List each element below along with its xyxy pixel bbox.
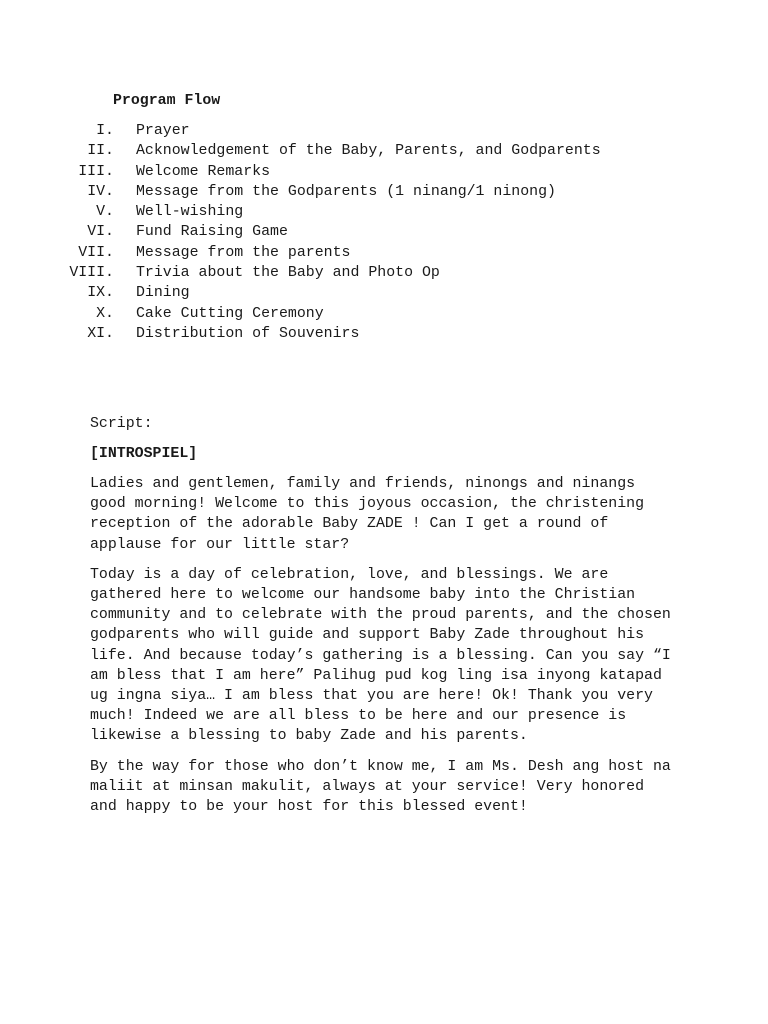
program-item-text: Cake Cutting Ceremony bbox=[136, 305, 324, 322]
program-item-text: Acknowledgement of the Baby, Parents, and Godparents bbox=[136, 143, 601, 160]
program-item-number: I. bbox=[96, 123, 114, 139]
script-label: Script: bbox=[90, 416, 153, 432]
program-item-text: Message from the Godparents (1 ninang/1 ninong) bbox=[136, 183, 556, 200]
script-section bbox=[90, 414, 690, 827]
program-item-number: III. bbox=[78, 163, 114, 180]
program-item-number: X. bbox=[96, 305, 114, 322]
program-item-number: V. bbox=[96, 204, 114, 221]
program-item-text: Prayer bbox=[136, 123, 190, 139]
script-paragraph: Today is a day of celebration, love, and blessings. We are gathered here to welcome our handsome baby into the Christian community and to celebrate with the proud parents, and the chosen godparents who will guide and support Baby Zade throughout his life. And because today’s gathering is a blessing. Can you say “I am bless that I am here” Palihug pud kog ling isa inyong katapad ug ingna siya… I am bless that you are here! Ok! Thank you very much! Indeed we are all bless to be here and our presence is likewise a blessing to baby Zade and his parents. bbox=[90, 566, 671, 745]
program-item-text: Trivia about the Baby and Photo Op bbox=[136, 265, 440, 282]
program-item-number: VII. bbox=[78, 244, 114, 261]
script-paragraph: By the way for those who don’t know me, I am Ms. Desh ang host na maliit at minsan makulit, always at your service! Very honored and happy to be your host for this blessed event! bbox=[90, 758, 671, 816]
program-item-number: VI. bbox=[87, 224, 114, 241]
program-item-number: II. bbox=[87, 143, 114, 160]
script-paragraph: Ladies and gentlemen, family and friends, ninongs and ninangs good morning! Welcome to this joyous occasion, the christening reception of the adorable Baby ZADE ! Can I get a round of applause for our little star? bbox=[90, 476, 645, 553]
program-item-number: IX. bbox=[87, 285, 114, 302]
program-item-text: Well-wishing bbox=[136, 204, 244, 221]
program-item-text: Distribution of Souvenirs bbox=[136, 325, 360, 342]
program-item-number: IV. bbox=[87, 183, 114, 200]
program-title: Program Flow bbox=[113, 93, 221, 109]
program-item-text: Welcome Remarks bbox=[136, 163, 271, 180]
program-item-number: XI. bbox=[87, 325, 114, 342]
program-item-text: Fund Raising Game bbox=[136, 224, 288, 241]
introspiel-heading: [INTROSPIEL] bbox=[90, 446, 198, 462]
program-item-text: Message from the parents bbox=[136, 244, 351, 261]
program-item-number: VIII. bbox=[69, 265, 114, 282]
program-item-text: Dining bbox=[136, 285, 190, 302]
